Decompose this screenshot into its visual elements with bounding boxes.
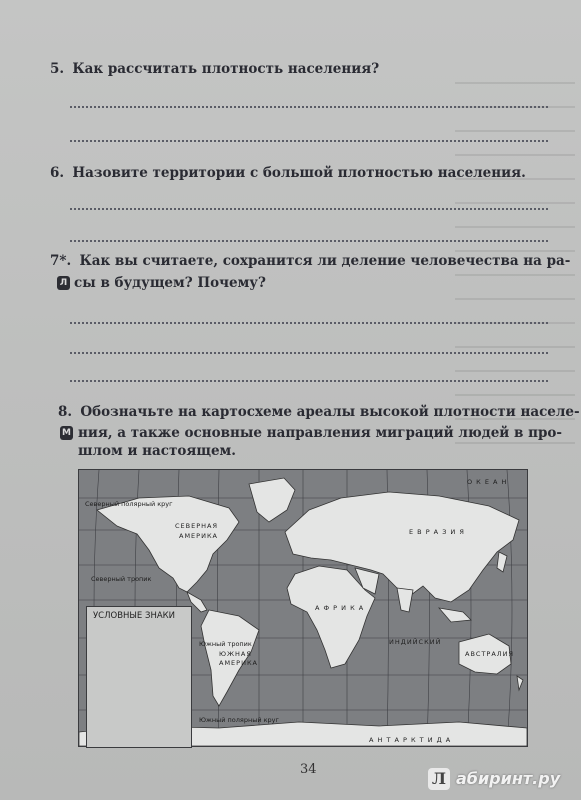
label-south-america-2: АМЕРИКА (219, 659, 259, 667)
legend-title: УСЛОВНЫЕ ЗНАКИ (93, 611, 176, 621)
question-text-line: ния, а также основные направления миграций людей в про- (78, 425, 563, 441)
label-ocean: О К Е А Н (467, 478, 508, 486)
label-antarctica: А Н Т А Р К Т И Д А (369, 736, 452, 744)
question-text-line: Как вы считаете, сохранится ли деление человечества на ра- (79, 253, 571, 269)
greenland-shape (249, 478, 295, 522)
answer-line[interactable] (70, 240, 548, 242)
indonesia-shape (439, 608, 471, 622)
label-africa: А Ф Р И К А (315, 604, 365, 612)
question-number: 6. (50, 165, 65, 181)
question-5 (50, 60, 379, 78)
question-number: 5. (50, 61, 65, 77)
question-text-line: сы в будущем? Почему? (74, 275, 266, 291)
question-text-line: шлом и настоящем. (78, 443, 236, 459)
question-text: Как рассчитать плотность населения? (72, 61, 380, 77)
answer-line[interactable] (70, 352, 548, 354)
label-indian-ocean: ИНДИЙСКИЙ (389, 638, 442, 646)
labirint-logo-icon: Л (428, 768, 450, 790)
watermark (428, 766, 576, 792)
india-shape (397, 588, 413, 612)
map-task-icon: М (60, 426, 73, 440)
label-australia: АВСТРАЛИЯ (465, 650, 515, 658)
question-text-line: Обозначьте на картосхеме ареалы высокой плотности населе- (80, 404, 580, 420)
label-tropic-north: Северный тропик (91, 575, 152, 583)
answer-line[interactable] (70, 380, 548, 382)
question-8 (58, 403, 580, 421)
question-7 (50, 252, 570, 270)
question-number: 8. (58, 404, 73, 420)
watermark-text: абиринт.ру (456, 769, 561, 788)
page-number: 34 (300, 762, 317, 777)
question-7-cont (74, 274, 266, 292)
new-zealand-shape (517, 676, 523, 690)
label-eurasia: Е В Р А З И Я (409, 528, 465, 536)
map-legend-box[interactable] (86, 606, 192, 748)
answer-line[interactable] (70, 322, 548, 324)
personal-task-icon: Л (57, 276, 70, 290)
japan-shape (497, 552, 507, 572)
label-north-america: СЕВЕРНАЯ (175, 522, 218, 530)
south-america-shape (201, 610, 259, 706)
answer-line[interactable] (70, 140, 548, 142)
label-south-america: ЮЖНАЯ (219, 650, 252, 658)
question-text: Назовите территории с большой плотностью населения. (72, 165, 526, 181)
answer-line[interactable] (70, 208, 548, 210)
label-arctic-circle: Северный полярный круг (85, 500, 173, 508)
label-tropic-south: Южный тропик (199, 640, 252, 648)
answer-line[interactable] (70, 106, 548, 108)
label-antarctic-circle: Южный полярный круг (199, 716, 279, 724)
label-north-america-2: АМЕРИКА (179, 532, 219, 540)
question-8-cont2 (78, 442, 236, 460)
question-number: 7*. (50, 253, 72, 269)
question-8-cont (78, 424, 562, 442)
question-6 (50, 164, 526, 182)
